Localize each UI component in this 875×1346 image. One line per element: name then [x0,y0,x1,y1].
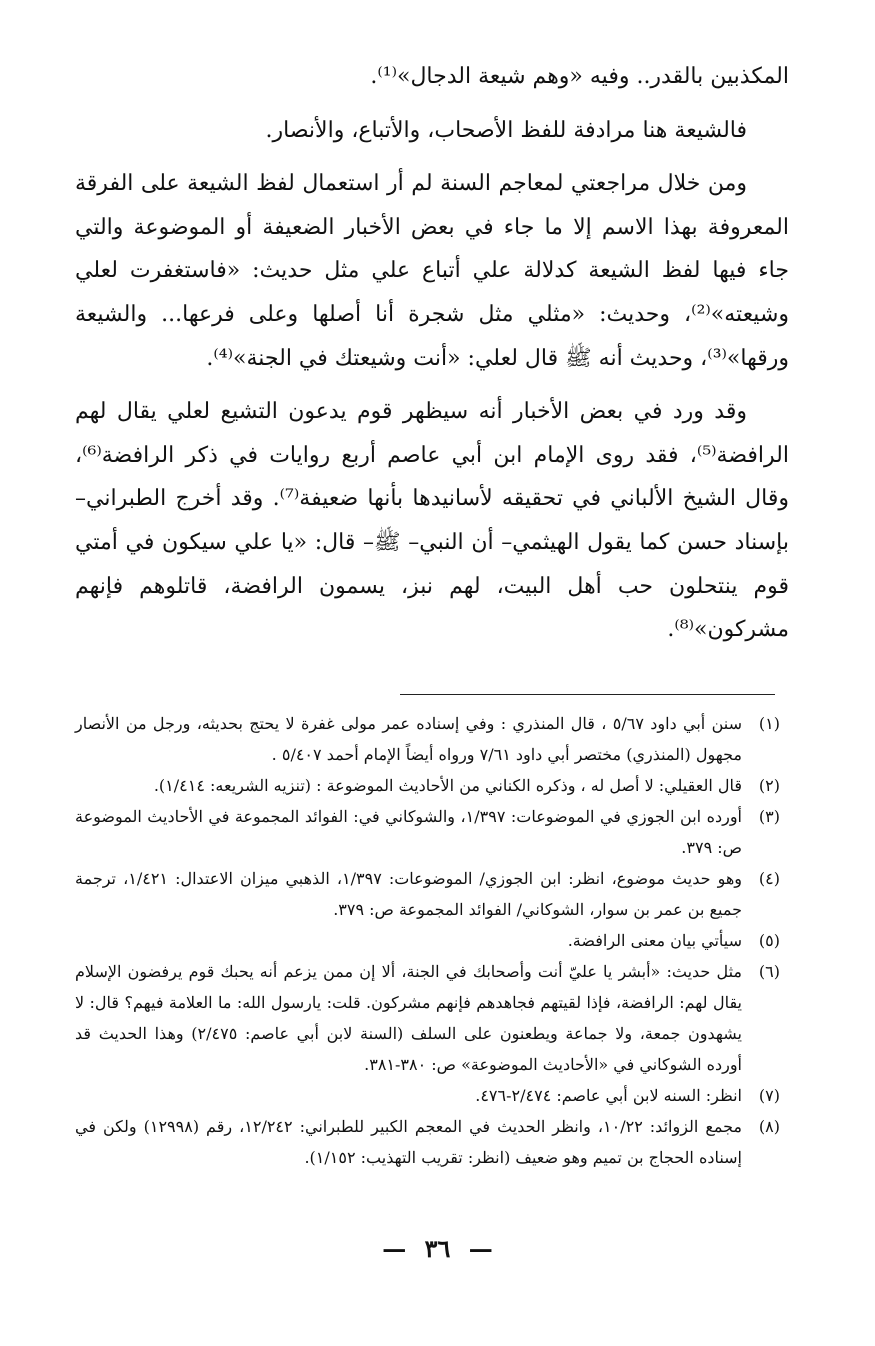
footnote-divider [400,694,775,695]
footnote-item [75,956,780,1080]
main-text [75,55,789,652]
paragraph-4: وقد ورد في بعض الأخبار أنه سيظهر قوم يدعون التشيع لعلي يقال لهم الرافضة⁽⁵⁾، فقد روى الإمام ابن أبي عاصم أربع روايات في ذكر الرافضة⁽⁶⁾، وقال الشيخ الألباني في تحقيقه لأسانيدها بأنها ضعيفة⁽⁷⁾. وقد أخرج الطبراني– بإسناد حسن كما يقول الهيثمي– أن النبي– ﷺ– قال: «يا علي سيكون في أمتي قوم ينتحلون حب أهل البيت، لهم نبز، يسمون الرافضة، قاتلوهم فإنهم مشركون»⁽⁸⁾. [75,399,789,643]
footnote-text: أورده ابن الجوزي في الموضوعات: ١/٣٩٧، والشوكاني في: الفوائد المجموعة في الأحاديث الموضوعة ص: ٣٧٩. [75,807,743,857]
page-number-dash: — [382,1234,407,1263]
footnote-text: انظر: السنه لابن أبي عاصم: ٢/٤٧٤-٤٧٦. [475,1086,742,1105]
footnote-number: (٤) [758,869,780,888]
footnote-text: مثل حديث: «أبشر يا عليّ أنت وأصحابك في الجنة، ألا إن ممن يزعم أنه يحبك قوم يرفضون الإسلام يقال لهم: الرافضة، فإذا لقيتهم فجاهدهم فإنهم مشركون. قلت: يارسول الله: ما العلامة فيهم؟ قال: لا يشهدون جمعة، ولا جماعة ويطعنون على السلف (السنة لابن أبي عاصم: ٢/٤٧٥) وهذا الحديث قد أورده الشوكاني في «الأحاديث الموضوعة» ص: ٣٨٠-٣٨١. [75,962,743,1074]
footnote-number: (٥) [758,931,780,950]
paragraph-3: ومن خلال مراجعتي لمعاجم السنة لم أر استعمال لفظ الشيعة على الفرقة المعروفة بهذا الاسم إلا ما جاء في بعض الأخبار الضعيفة أو الموضوعة والتي جاء فيها لفظ الشيعة كدلالة علي أتباع علي مثل حديث: «فاستغفرت لعلي وشيعته»⁽²⁾، وحديث: «مثلي مثل شجرة أنا أصلها وعلى فرعها... والشيعة ورقها»⁽³⁾، وحديث أنه ﷺ قال لعلي: «أنت وشيعتك في الجنة»⁽⁴⁾. [75,171,789,371]
page-number-block [0,1234,875,1263]
footnote-item [75,1111,780,1173]
footnote-item [75,801,780,863]
page-number-dash: — [468,1234,493,1263]
footnote-text: مجمع الزوائد: ١٠/٢٢، وانظر الحديث في المعجم الكبير للطبراني: ١٢/٢٤٢، رقم (١٢٩٩٨) ولكن في إسناده الحجاج بن تميم وهو ضعيف (انظر: تقريب التهذيب: ١/١٥٢). [75,1117,743,1167]
paragraph-2: فالشيعة هنا مرادفة للفظ الأصحاب، والأتباع، والأنصار. [265,117,747,143]
footnote-item [75,863,780,925]
footnotes [75,708,780,1173]
footnote-number: (١) [758,714,780,733]
footnote-text: سنن أبي داود ٥/٦٧ ، قال المنذري : وفي إسناده عمر مولى غفرة لا يحتج بحديثه، ورجل من الأنصار مجهول (المنذري) مختصر أبي داود ٧/٦١ ورواه أيضاً الإمام أحمد ٥/٤٠٧ . [75,714,742,764]
footnote-item [75,925,780,956]
footnote-number: (٣) [758,807,780,826]
page-number: ٣٦ [424,1234,451,1263]
footnote-number: (٢) [758,776,780,795]
footnote-text: سيأتي بيان معنى الرافضة. [567,931,742,950]
footnote-number: (٦) [758,962,780,981]
footnote-item [75,1080,780,1111]
footnote-text: قال العقيلي: لا أصل له ، وذكره الكناني من الأحاديث الموضوعة : (تنزيه الشريعه: ١/٤١٤). [153,776,742,795]
footnote-item [75,708,780,770]
footnote-text: وهو حديث موضوع، انظر: ابن الجوزي/ الموضوعات: ١/٣٩٧، الذهبي ميزان الاعتدال: ١/٤٢١، ترجمة جميع بن عمر بن سوار، الشوكاني/ الفوائد المجموعة ص: ٣٧٩. [75,869,743,919]
footnote-number: (٨) [758,1117,780,1136]
footnote-number: (٧) [758,1086,780,1105]
paragraph-1: المكذبين بالقدر.. وفيه «وهم شيعة الدجال»⁽¹⁾. [370,64,789,89]
footnote-item [75,770,780,801]
